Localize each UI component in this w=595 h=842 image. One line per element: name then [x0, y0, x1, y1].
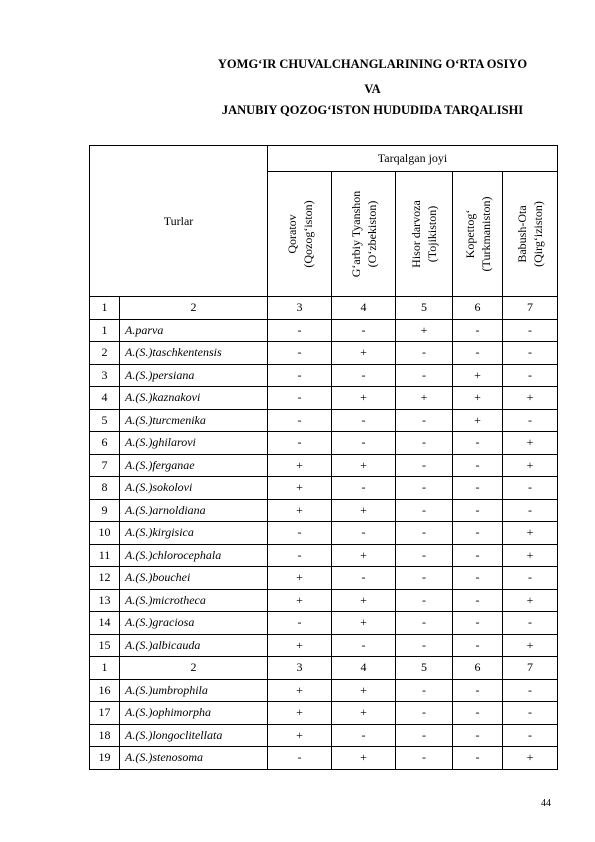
species-name: A.(S.)sokolovi: [120, 477, 268, 500]
presence-cell: -: [503, 724, 558, 747]
presence-cell: -: [503, 319, 558, 342]
presence-cell: +: [268, 702, 332, 725]
region-name: G‘arbiy Tyanshon: [348, 190, 363, 278]
table-row: [90, 724, 558, 747]
presence-cell: +: [332, 387, 396, 410]
presence-cell: -: [453, 567, 503, 590]
table-header: [90, 146, 558, 297]
presence-cell: -: [268, 432, 332, 455]
region-name: Kopettog‘: [462, 209, 477, 259]
table-row: [90, 342, 558, 365]
presence-cell: +: [268, 499, 332, 522]
region-header-1: [268, 172, 332, 297]
row-number: 14: [90, 612, 120, 635]
row-number: 10: [90, 522, 120, 545]
presence-cell: -: [332, 634, 396, 657]
species-name: A.(S.)ophimorpha: [120, 702, 268, 725]
presence-cell: -: [396, 409, 453, 432]
column-number: 6: [453, 657, 503, 680]
row-number: 6: [90, 432, 120, 455]
row-number: 8: [90, 477, 120, 500]
region-name: Babush-Ota: [515, 205, 529, 263]
region-label: [462, 197, 494, 272]
presence-cell: -: [396, 747, 453, 770]
region-country: (Qozog‘iston): [300, 200, 315, 268]
table-row: [90, 319, 558, 342]
title-line-2: VA: [364, 82, 381, 96]
column-number: 3: [268, 657, 332, 680]
presence-cell: -: [503, 477, 558, 500]
presence-cell: +: [503, 634, 558, 657]
row-number: 1: [90, 657, 120, 680]
row-number: 7: [90, 454, 120, 477]
region-label: [408, 200, 440, 268]
species-name: A.(S.)ferganae: [120, 454, 268, 477]
presence-cell: -: [396, 432, 453, 455]
row-number: 18: [90, 724, 120, 747]
presence-cell: -: [268, 387, 332, 410]
row-number: 1: [90, 319, 120, 342]
column-number: 4: [332, 657, 396, 680]
presence-cell: -: [453, 454, 503, 477]
presence-cell: -: [503, 499, 558, 522]
table-row: [90, 567, 558, 590]
species-name: A.(S.)turcmenika: [120, 409, 268, 432]
table-row: [90, 522, 558, 545]
presence-cell: -: [396, 544, 453, 567]
presence-cell: -: [332, 567, 396, 590]
presence-cell: +: [396, 387, 453, 410]
species-name: A.(S.)graciosa: [120, 612, 268, 635]
presence-cell: +: [503, 387, 558, 410]
presence-cell: -: [453, 747, 503, 770]
presence-cell: -: [453, 679, 503, 702]
presence-cell: +: [268, 679, 332, 702]
species-name: A.(S.)ghilarovi: [120, 432, 268, 455]
presence-cell: -: [453, 589, 503, 612]
presence-cell: -: [503, 409, 558, 432]
presence-cell: -: [332, 477, 396, 500]
presence-cell: +: [332, 454, 396, 477]
presence-cell: -: [268, 342, 332, 365]
presence-cell: -: [453, 702, 503, 725]
row-number: 13: [90, 589, 120, 612]
region-header-5: [503, 172, 558, 297]
region-header-3: [396, 172, 453, 297]
presence-cell: -: [332, 364, 396, 387]
presence-cell: -: [396, 679, 453, 702]
presence-cell: -: [396, 522, 453, 545]
page-number: 44: [541, 798, 551, 809]
column-numbering-row: [90, 297, 558, 320]
presence-cell: +: [268, 477, 332, 500]
presence-cell: +: [503, 432, 558, 455]
table-row: [90, 364, 558, 387]
row-number: 12: [90, 567, 120, 590]
presence-cell: -: [503, 702, 558, 725]
species-header: Turlar: [90, 146, 268, 297]
row-number: 2: [90, 342, 120, 365]
presence-cell: -: [268, 522, 332, 545]
presence-cell: -: [396, 589, 453, 612]
table-row: [90, 387, 558, 410]
presence-cell: -: [503, 679, 558, 702]
presence-cell: -: [453, 612, 503, 635]
row-number: 4: [90, 387, 120, 410]
region-name: Hisor darvoza: [409, 200, 423, 268]
presence-cell: -: [503, 342, 558, 365]
presence-cell: -: [453, 477, 503, 500]
presence-cell: +: [503, 454, 558, 477]
column-number: 5: [396, 657, 453, 680]
presence-cell: -: [453, 342, 503, 365]
column-numbering-row: [90, 657, 558, 680]
presence-cell: -: [396, 477, 453, 500]
presence-cell: +: [268, 589, 332, 612]
column-number: 5: [396, 297, 453, 320]
presence-cell: -: [332, 409, 396, 432]
presence-cell: -: [453, 499, 503, 522]
presence-cell: +: [268, 567, 332, 590]
presence-cell: +: [268, 454, 332, 477]
presence-cell: +: [396, 319, 453, 342]
presence-cell: -: [332, 319, 396, 342]
species-name: A.(S.)bouchei: [120, 567, 268, 590]
presence-cell: +: [503, 544, 558, 567]
presence-cell: -: [396, 499, 453, 522]
presence-cell: +: [332, 747, 396, 770]
region-label: [348, 191, 380, 278]
row-number: 16: [90, 679, 120, 702]
region-country: (Turkmaniston): [478, 196, 493, 272]
presence-cell: -: [268, 747, 332, 770]
table-row: [90, 589, 558, 612]
presence-cell: -: [396, 612, 453, 635]
presence-cell: -: [332, 432, 396, 455]
row-number: 15: [90, 634, 120, 657]
presence-cell: +: [332, 702, 396, 725]
row-number: 3: [90, 364, 120, 387]
presence-cell: +: [332, 342, 396, 365]
region-country: (O‘zbekiston): [364, 200, 379, 268]
species-name: A.(S.)taschkentensis: [120, 342, 268, 365]
presence-cell: -: [453, 522, 503, 545]
region-country: (Tojikiston): [425, 205, 439, 263]
column-number: 7: [503, 297, 558, 320]
species-name: A.(S.)umbrophila: [120, 679, 268, 702]
presence-cell: -: [268, 364, 332, 387]
presence-cell: -: [396, 342, 453, 365]
table-row: [90, 409, 558, 432]
species-name: A.(S.)longoclitellata: [120, 724, 268, 747]
region-name: Qoratov: [284, 214, 299, 254]
row-number: 19: [90, 747, 120, 770]
presence-cell: +: [332, 679, 396, 702]
presence-cell: -: [396, 567, 453, 590]
presence-cell: -: [396, 454, 453, 477]
table-body: [90, 297, 558, 770]
row-number: 5: [90, 409, 120, 432]
presence-cell: -: [268, 544, 332, 567]
presence-cell: -: [396, 702, 453, 725]
presence-cell: -: [396, 634, 453, 657]
species-name: A.(S.)microtheca: [120, 589, 268, 612]
row-number: 9: [90, 499, 120, 522]
table-row: [90, 612, 558, 635]
species-name: A.parva: [120, 319, 268, 342]
presence-cell: +: [332, 499, 396, 522]
presence-cell: +: [268, 634, 332, 657]
column-number: 6: [453, 297, 503, 320]
presence-cell: -: [268, 409, 332, 432]
presence-cell: -: [268, 612, 332, 635]
table-row: [90, 454, 558, 477]
column-number: 2: [120, 297, 268, 320]
region-label: [514, 201, 546, 267]
presence-cell: -: [453, 319, 503, 342]
distribution-header: Tarqalgan joyi: [268, 146, 558, 172]
row-number: 1: [90, 297, 120, 320]
presence-cell: +: [503, 589, 558, 612]
species-name: A.(S.)kirgisica: [120, 522, 268, 545]
table-row: [90, 634, 558, 657]
distribution-table: [89, 145, 558, 770]
presence-cell: -: [396, 724, 453, 747]
title-line-3: JANUBIY QOZOG‘ISTON HUDUDIDA TARQALISHI: [221, 103, 524, 117]
table-row: [90, 702, 558, 725]
table-row: [90, 679, 558, 702]
presence-cell: -: [268, 319, 332, 342]
table-row: [90, 747, 558, 770]
species-name: A.(S.)chlorocephala: [120, 544, 268, 567]
title-line-1: YOMG‘IR CHUVALCHANGLARINING O‘RTA OSIYO: [217, 57, 528, 71]
table-row: [90, 432, 558, 455]
presence-cell: +: [503, 747, 558, 770]
presence-cell: -: [453, 544, 503, 567]
region-label: [284, 200, 316, 267]
presence-cell: -: [332, 522, 396, 545]
species-name: A.(S.)persiana: [120, 364, 268, 387]
presence-cell: -: [453, 432, 503, 455]
presence-cell: -: [396, 364, 453, 387]
region-country: (Qirg‘iziston): [531, 201, 545, 267]
presence-cell: -: [453, 634, 503, 657]
row-number: 11: [90, 544, 120, 567]
column-number: 2: [120, 657, 268, 680]
row-number: 17: [90, 702, 120, 725]
presence-cell: +: [453, 364, 503, 387]
species-name: A.(S.)albicauda: [120, 634, 268, 657]
region-header-2: [332, 172, 396, 297]
table-row: [90, 544, 558, 567]
column-number: 7: [503, 657, 558, 680]
species-name: A.(S.)stenosoma: [120, 747, 268, 770]
presence-cell: +: [332, 544, 396, 567]
presence-cell: -: [453, 724, 503, 747]
presence-cell: +: [268, 724, 332, 747]
presence-cell: +: [453, 387, 503, 410]
presence-cell: +: [453, 409, 503, 432]
table-row: [90, 499, 558, 522]
presence-cell: -: [332, 724, 396, 747]
column-number: 4: [332, 297, 396, 320]
species-name: A.(S.)arnoldiana: [120, 499, 268, 522]
presence-cell: +: [332, 589, 396, 612]
species-name: A.(S.)kaznakovi: [120, 387, 268, 410]
region-header-4: [453, 172, 503, 297]
presence-cell: +: [503, 522, 558, 545]
presence-cell: +: [332, 612, 396, 635]
column-number: 3: [268, 297, 332, 320]
presence-cell: -: [503, 612, 558, 635]
table-row: [90, 477, 558, 500]
presence-cell: -: [503, 567, 558, 590]
presence-cell: -: [503, 364, 558, 387]
